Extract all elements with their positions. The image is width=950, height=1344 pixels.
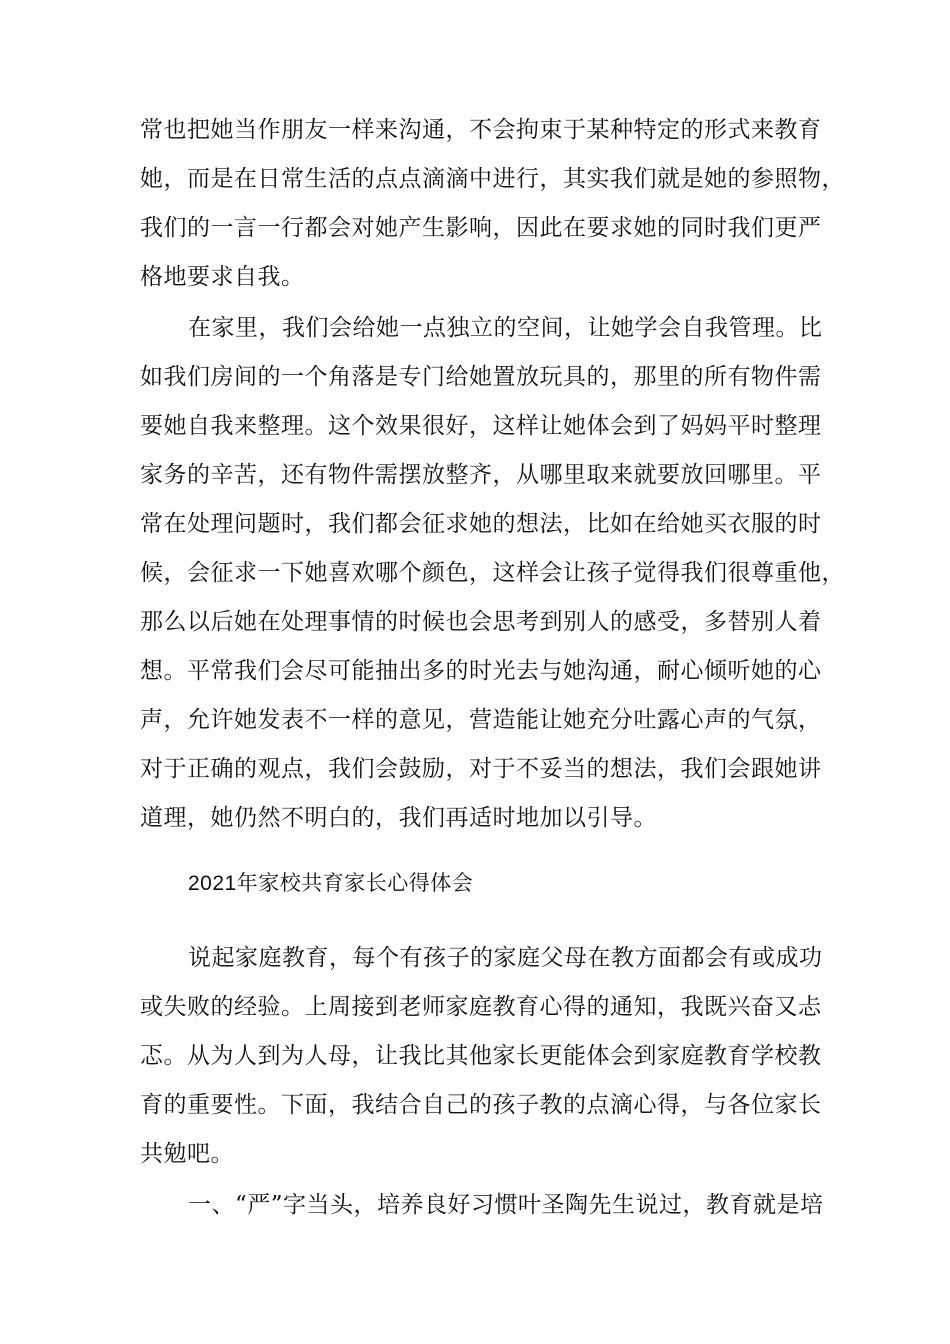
- paragraph-2-line-1: 在家里，我们会给她一点独立的空间，让她学会自我管理。比: [188, 315, 823, 341]
- paragraph-3-line-5: 共勉吧。: [140, 1141, 234, 1167]
- paragraph-2-line-3: 要她自我来整理。这个效果很好，这样让她体会到了妈妈平时整理: [140, 413, 822, 439]
- paragraph-3-line-4: 育的重要性。下面，我结合自己的孩子教的点滴心得，与各位家长: [140, 1092, 822, 1118]
- paragraph-2-line-5: 常在处理问题时，我们都会征求她的想法，比如在给她买衣服的时: [140, 511, 822, 537]
- paragraph-2-line-9: 声，允许她发表不一样的意见，营造能让她充分吐露心声的气氛，: [140, 707, 822, 733]
- paragraph-1-line-2: 她，而是在日常生活的点点滴滴中进行，其实我们就是她的参照物，: [140, 166, 845, 192]
- paragraph-2-line-10: 对于正确的观点，我们会鼓励，对于不妥当的想法，我们会跟她讲: [140, 756, 822, 782]
- paragraph-2-line-8: 想。平常我们会尽可能抽出多的时光去与她沟通，耐心倾听她的心: [140, 658, 822, 684]
- paragraph-3-line-2: 或失败的经验。上周接到老师家庭教育心得的通知，我既兴奋又忐: [140, 994, 822, 1020]
- paragraph-4-line-1: 一、“严”字当头，培养良好习惯叶圣陶先生说过，教育就是培: [188, 1192, 824, 1218]
- section-heading: 2021年家校共育家长心得体会: [188, 872, 474, 895]
- paragraph-1-line-4: 格地要求自我。: [140, 264, 305, 290]
- paragraph-1-line-1: 常也把她当作朋友一样来沟通，不会拘束于某种特定的形式来教育: [140, 117, 822, 143]
- paragraph-2-line-7: 那么以后她在处理事情的时候也会思考到别人的感受，多替别人着: [140, 609, 822, 635]
- paragraph-2-line-2: 如我们房间的一个角落是专门给她置放玩具的，那里的所有物件需: [140, 364, 822, 390]
- paragraph-3-line-3: 忑。从为人到为人母，让我比其他家长更能体会到家庭教育学校教: [140, 1043, 822, 1069]
- paragraph-2-line-4: 家务的辛苦，还有物件需摆放整齐，从哪里取来就要放回哪里。平: [140, 462, 822, 488]
- paragraph-3-line-1: 说起家庭教育，每个有孩子的家庭父母在教方面都会有或成功: [188, 945, 823, 971]
- paragraph-1-line-3: 我们的一言一行都会对她产生影响，因此在要求她的同时我们更严: [140, 215, 822, 241]
- paragraph-2-line-6: 候，会征求一下她喜欢哪个颜色，这样会让孩子觉得我们很尊重他，: [140, 560, 845, 586]
- paragraph-2-line-11: 道理，她仍然不明白的，我们再适时地加以引导。: [140, 805, 657, 831]
